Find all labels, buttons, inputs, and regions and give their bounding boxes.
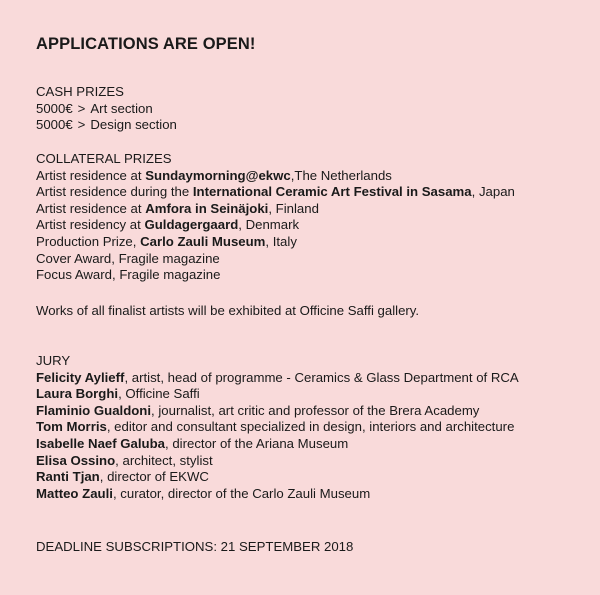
prize-location: , Finland: [268, 200, 319, 216]
prize-location: , Japan: [471, 184, 515, 200]
cash-prizes-title: CASH PRIZES: [36, 84, 124, 99]
jury-title: JURY: [36, 353, 71, 368]
prize-text: Focus Award, Fragile magazine: [36, 267, 221, 283]
jury-member-name: Ranti Tjan: [36, 469, 100, 485]
jury-member: [36, 469, 519, 486]
jury-member-role: , journalist, art critic and professor of the Brera Academy: [151, 402, 480, 418]
jury-member-name: Flaminio Gualdoni: [36, 402, 152, 418]
jury-member-name: Matteo Zauli: [36, 485, 113, 501]
collateral-prize-item: [36, 234, 515, 251]
prize-host: International Ceramic Art Festival in Sasama: [192, 184, 472, 200]
arrow-glyph: >: [77, 117, 86, 133]
collateral-prize-item: [36, 251, 515, 268]
collateral-prizes-title: COLLATERAL PRIZES: [36, 151, 172, 166]
jury-member: [36, 419, 519, 436]
arrow-glyph: >: [77, 100, 86, 116]
exhibition-note: Works of all finalist artists will be exhibited at Officine Saffi gallery.: [36, 303, 420, 318]
collateral-prizes-section: [36, 151, 515, 284]
jury-member-role: , architect, stylist: [115, 452, 213, 468]
jury-member: [36, 370, 519, 387]
jury-member-role: , artist, head of programme - Ceramics & Glass Department of RCA: [124, 369, 519, 385]
prize-section: Art section: [90, 100, 153, 116]
prize-text: Production Prize,: [36, 233, 141, 249]
prize-host: Amfora in Seinäjoki: [145, 200, 269, 216]
prize-text: Artist residence during the: [36, 184, 193, 200]
prize-section: Design section: [90, 117, 177, 133]
prize-host: Sundaymorning@ekwc: [145, 167, 291, 183]
prize-text: Artist residency at: [36, 217, 145, 233]
jury-member-name: Elisa Ossino: [36, 452, 116, 468]
jury-member-name: Laura Borghi: [36, 386, 119, 402]
jury-member: [36, 386, 519, 403]
jury-member-name: Isabelle Naef Galuba: [36, 435, 165, 451]
prize-location: ,The Netherlands: [290, 167, 392, 183]
cash-prize-item: [36, 117, 177, 134]
page-headline: APPLICATIONS ARE OPEN!: [36, 35, 256, 53]
prize-text: Artist residence at: [36, 167, 146, 183]
prize-host: Guldagergaard: [144, 217, 239, 233]
deadline-text: DEADLINE SUBSCRIPTIONS: 21 SEPTEMBER 2018: [36, 539, 354, 554]
jury-member-role: , editor and consultant specialized in design, interiors and architecture: [106, 419, 515, 435]
cash-prizes-section: [36, 84, 177, 134]
prize-amount: 5000€: [36, 100, 73, 116]
jury-member: [36, 436, 519, 453]
jury-member: [36, 403, 519, 420]
jury-member-role: , director of EKWC: [99, 469, 209, 485]
prize-text: Artist residence at: [36, 200, 146, 216]
collateral-prize-item: [36, 267, 515, 284]
jury-member-name: Felicity Aylieff: [36, 369, 125, 385]
jury-member-role: , Officine Saffi: [118, 386, 200, 402]
jury-member: [36, 453, 519, 470]
jury-member-name: Tom Morris: [36, 419, 107, 435]
collateral-prize-item: [36, 217, 515, 234]
jury-section: [36, 353, 519, 502]
collateral-prize-item: [36, 184, 515, 201]
cash-prize-item: [36, 101, 177, 118]
prize-location: , Italy: [265, 233, 297, 249]
collateral-prize-item: [36, 201, 515, 218]
jury-member: [36, 486, 519, 503]
prize-amount: 5000€: [36, 117, 73, 133]
deadline-section: [36, 539, 353, 556]
jury-member-role: , director of the Ariana Museum: [165, 435, 349, 451]
jury-member-role: , curator, director of the Carlo Zauli Museum: [112, 485, 371, 501]
collateral-prize-item: [36, 168, 515, 185]
exhibition-note-section: [36, 303, 419, 320]
prize-location: , Denmark: [238, 217, 300, 233]
prize-text: Cover Award, Fragile magazine: [36, 250, 220, 266]
prize-host: Carlo Zauli Museum: [140, 233, 266, 249]
